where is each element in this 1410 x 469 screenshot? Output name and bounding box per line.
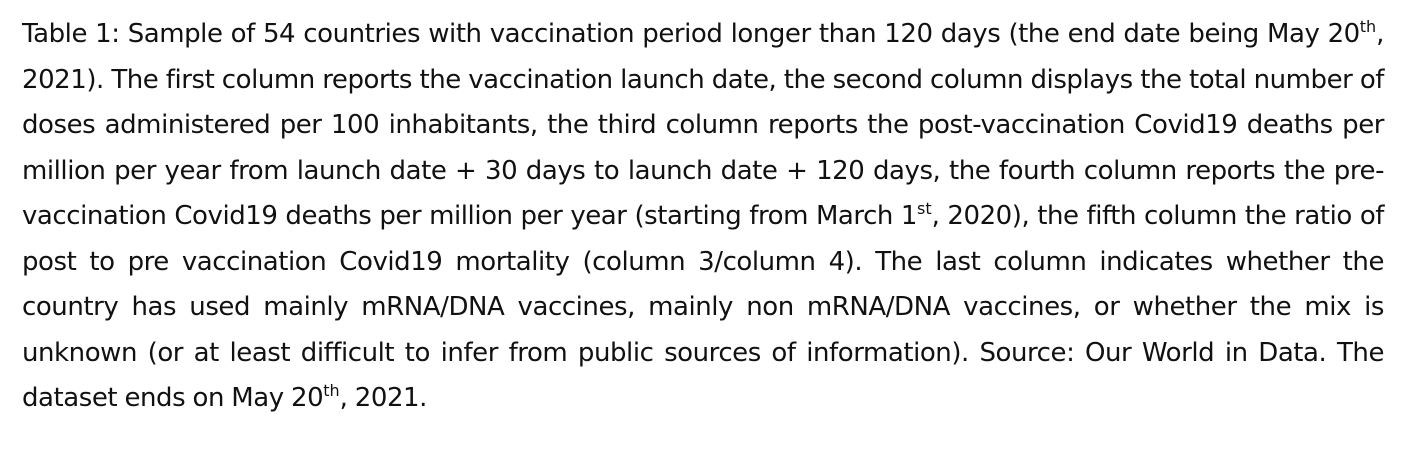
ordinal-suffix: th <box>1359 17 1377 36</box>
ordinal-suffix: th <box>323 381 340 400</box>
caption-text-1: Table 1: Sample of 54 countries with vaccination period longer than 120 days (the end date being May 20 <box>22 19 1360 49</box>
ordinal-suffix: st <box>917 199 932 218</box>
caption-text-2: , 2021). The first column reports the vaccination launch date, the second column displays the total number of doses administered per 100 inhabitants, the third column reports the post-vaccination Covid19 deaths per million per year from launch date + 30 days to launch date + 120 days, the fourth column reports the pre-vaccination Covid19 deaths per million per year (starting from March 1 <box>22 19 1384 231</box>
caption-text-3: , 2020), the fifth column the ratio of post to pre vaccination Covid19 mortality (column 3/column 4). The last column indicates whether the country has used mainly mRNA/DNA vaccines, mainly non mRNA/DNA vaccines, or whether the mix is unknown (or at least difficult to infer from public sources of information). Source: Our World in Data. The dataset ends on May 20 <box>22 201 1384 413</box>
caption-text-4: , 2021. <box>339 383 427 413</box>
